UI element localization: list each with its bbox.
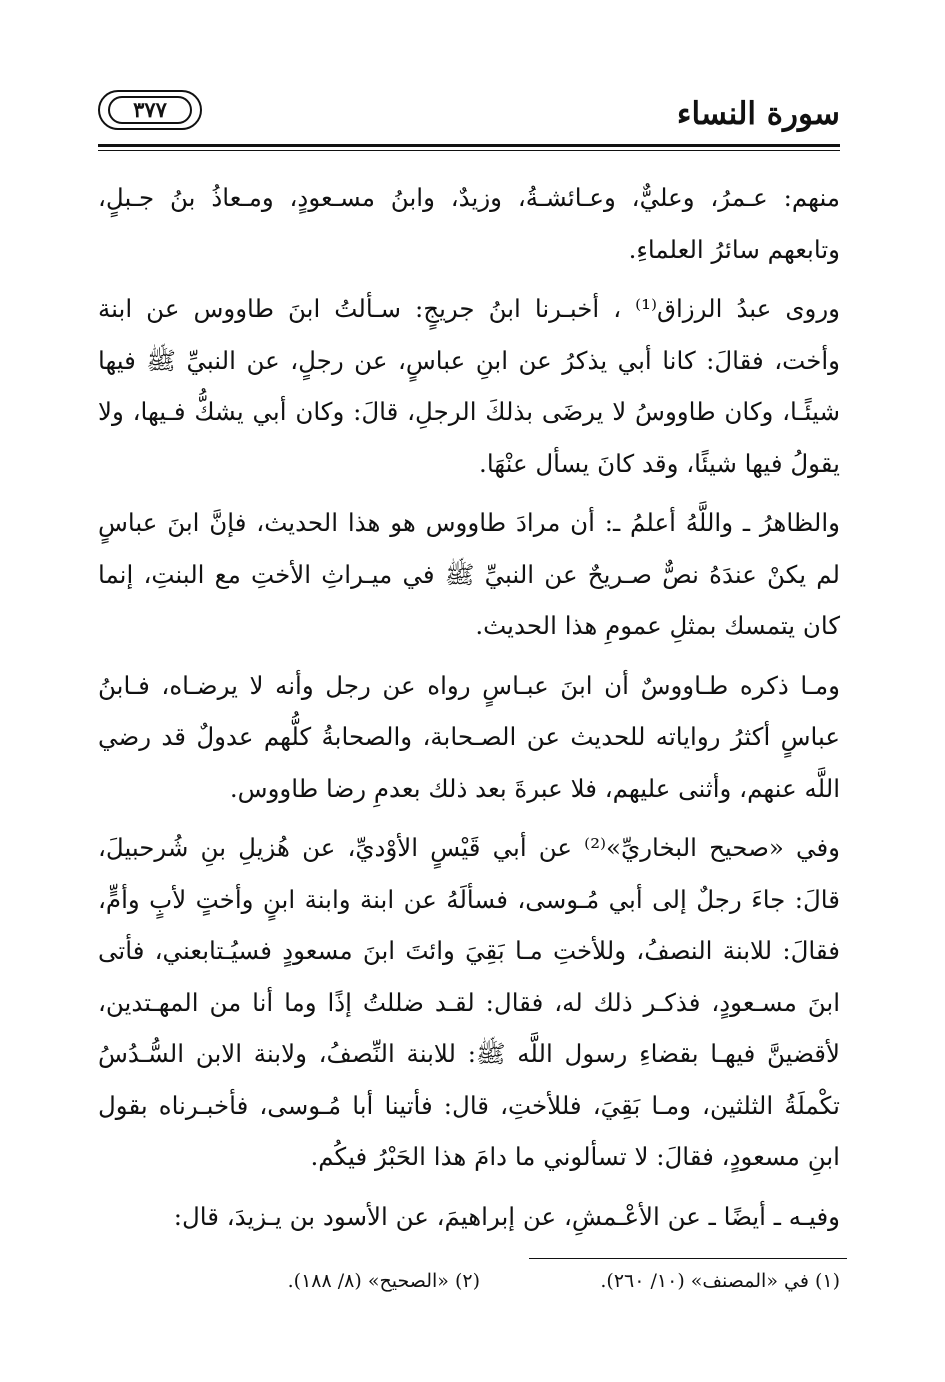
surah-title: سورة النساء (676, 96, 840, 132)
paragraph-3: والظاهرُ ـ واللَّهُ أعلمُ ـ: أن مرادَ طاووس هو هذا الحديث، فإنَّ ابنَ عباسٍ لم يكنْ عندَهُ نصٌّ صـريحٌ عن النبيِّ ﷺ في ميـراثِ الأختِ مع البنتِ، إنما كان يتمسك بمثلِ عمومِ هذا الحديث. (98, 508, 840, 640)
footnote-separator (529, 1258, 847, 1259)
page-number-badge (98, 90, 202, 130)
page-number: ٣٧٧ (108, 96, 192, 124)
paragraph-6: وفيـه ـ أيضًا ـ عن الأعْـمشِ، عن إبراهيمَ، عن الأسود بن يـزيدَ، قال: (173, 1201, 840, 1231)
paragraph-1: منهم: عـمرُ، وعليٌّ، وعـائشـةُ، وزيدٌ، وابنُ مسـعودٍ، ومـعاذُ بنُ جـبلٍ، وتابعهم سائرُ العلماءِ. (98, 183, 840, 264)
paragraph-5: وفي «صحيح البخاريِّ»⁽²⁾ عن أبي قَيْسٍ الأوْديِّ، عن هُزيلِ بنِ شُرحبيلَ، قالَ: جاءَ رجلٌ إلى أبي مُـوسى، فسألَهُ عن ابنة وابنة ابنٍ وأختٍ لأبٍ وأمٍّ، فقالَ: للابنة النصفُ، وللأختِ مـا بَقِيَ وائتَ ابنَ مسعودٍ فسيُـتابعني، فأتى ابنَ مسـعودٍ، فذكـر ذلك له، فقال: لقـد ضللتُ إذًا وما أنا من المهـتدين، لأقضينَّ فيهـا بقضاءِ رسول اللَّه ﷺ: للابنة النِّصفُ، ولابنة الابن السُّـدُسُ تكْملَةُ الثلثين، ومـا بَقِيَ، فللأختِ، قال: فأتينا أبا مُـوسى، فأخبـرناه بقول ابنِ مسعودٍ، فقالَ: لا تسألوني ما دامَ هذا الحَبْرُ فيكُم. (98, 833, 840, 1171)
paragraph-2: وروى عبدُ الرزاق⁽¹⁾ ، أخبـرنا ابنُ جريجٍ: سـألتُ ابنَ طاووس عن ابنة وأخت، فقالَ: كانا أبي يذكرُ عن ابنِ عباسٍ، عن رجلٍ، عن النبيِّ ﷺ فيها شيئًـا، وكان طاووسُ لا يرضَى بذلكَ الرجلِ، قالَ: وكان أبي يشكُّ فـيها، ولا يقولُ فيها شيئًا، وقد كانَ يسأل عنْهَا. (98, 294, 840, 478)
footnote-2: (٢) «الصحيح» (٨/ ١٨٨). (287, 1270, 480, 1292)
header-rule-thick (98, 144, 840, 147)
body-text (98, 172, 840, 1250)
page-header (98, 88, 840, 144)
paragraph-4: ومـا ذكره طـاووسٌ أن ابنَ عبـاسٍ رواه عن رجل وأنه لا يرضـاه، فـابنُ عباسٍ أكثرُ رواياته للحديث عن الصـحابة، والصحابةُ كلُّهم عدولٌ قد رضي اللَّه عنهم، وأثنى عليهم، فلا عبرةَ بعد ذلك بعدمِ رضا طاووس. (98, 670, 840, 803)
footnote-1: (١) في «المصنف» (١٠/ ٢٦٠). (600, 1270, 840, 1292)
header-rule-thin (98, 150, 840, 151)
footnotes (98, 1264, 840, 1304)
